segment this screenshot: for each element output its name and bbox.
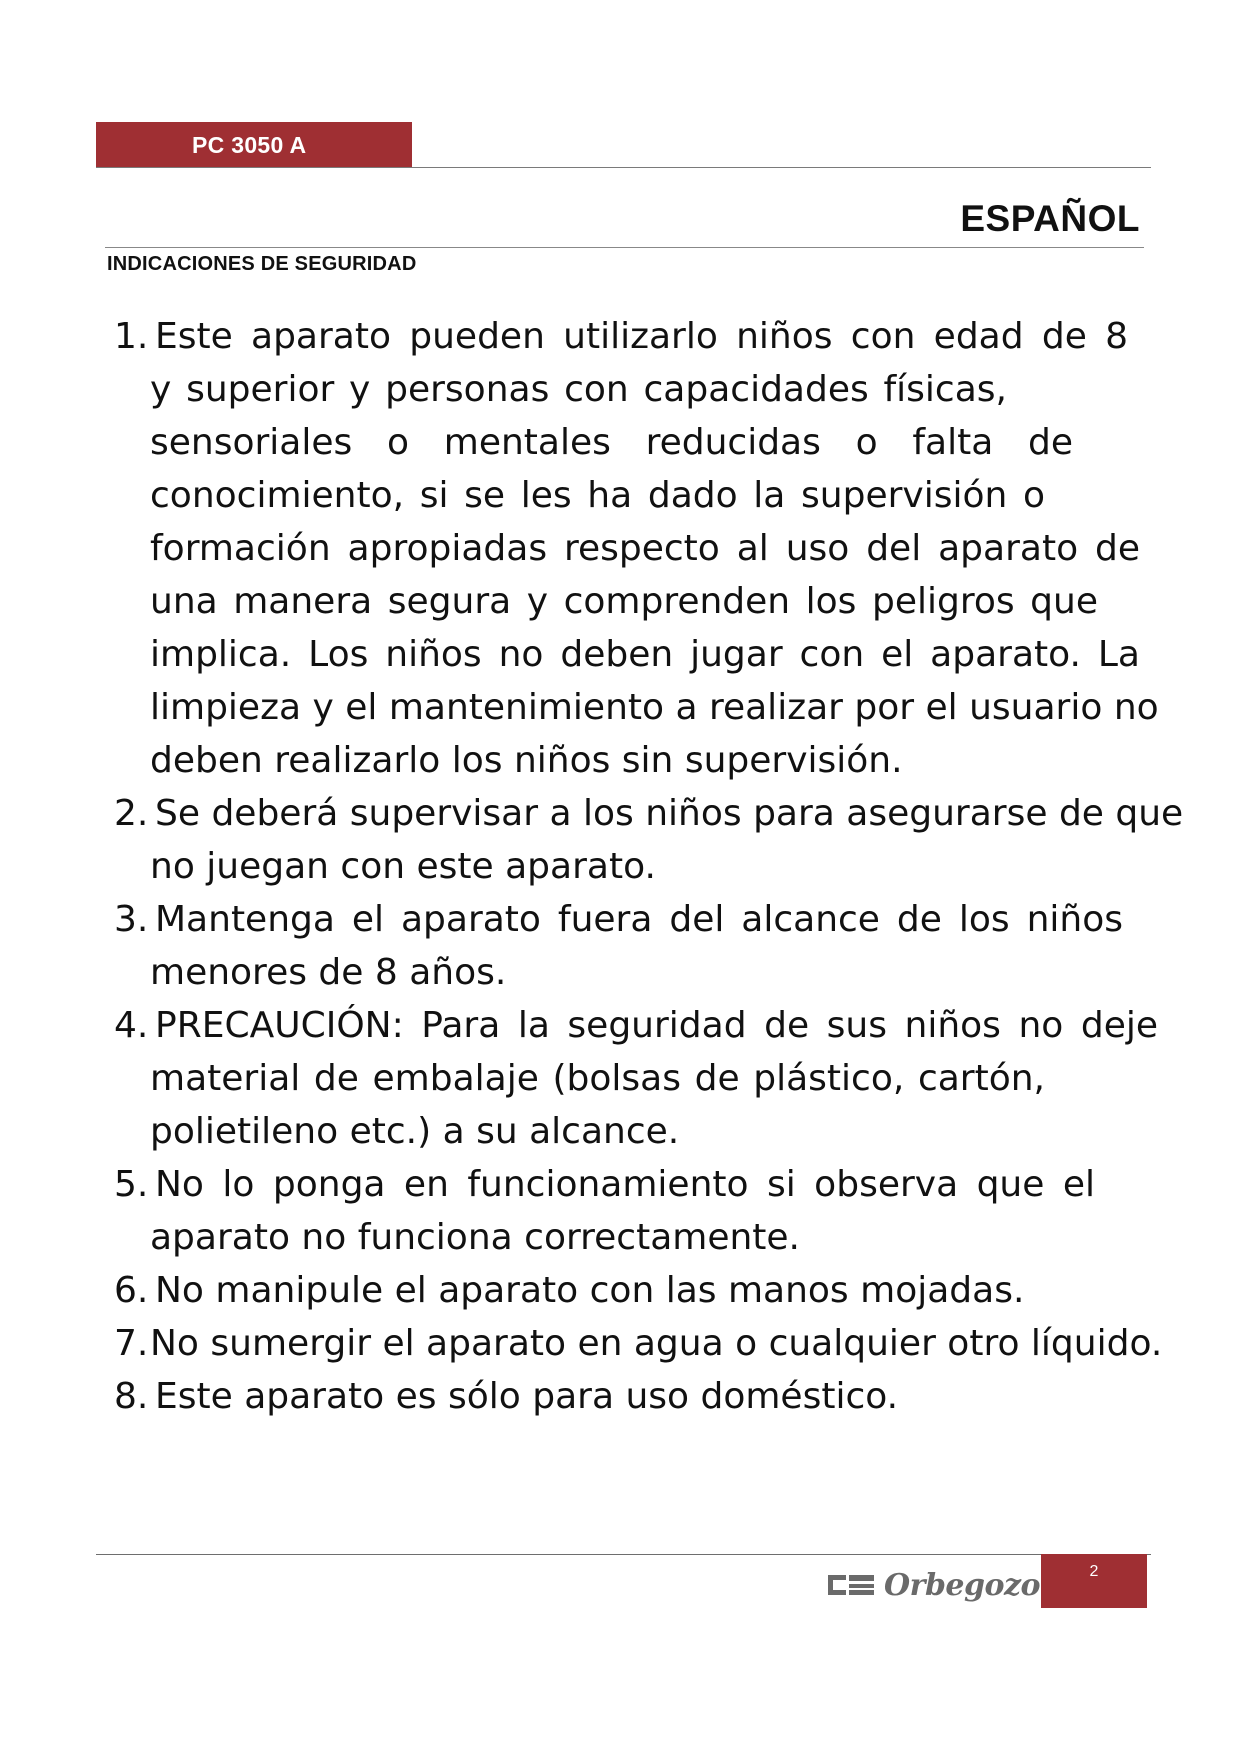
list-item — [0, 1370, 1241, 1423]
item-line: sensoriales o mentales reducidas o falta de — [150, 422, 1073, 463]
section-title: INDICACIONES DE SEGURIDAD — [107, 253, 417, 275]
item-number: 3. — [114, 899, 149, 940]
item-line: PRECAUCIÓN: Para la seguridad de sus niños no deje — [155, 1005, 1158, 1046]
item-number: 1. — [114, 316, 149, 357]
item-line: menores de 8 años. — [150, 952, 507, 993]
section-divider — [105, 247, 1144, 248]
item-line: y superior y personas con capacidades físicas, — [150, 369, 1007, 410]
list-item — [0, 999, 1241, 1158]
item-line: deben realizarlo los niños sin supervisión. — [150, 740, 903, 781]
item-line: No sumergir el aparato en agua o cualquier otro líquido. — [150, 1323, 1163, 1364]
brand-name: Orbegozo — [884, 1567, 1041, 1603]
item-line: material de embalaje (bolsas de plástico, cartón, — [150, 1058, 1045, 1099]
item-line: Este aparato pueden utilizarlo niños con edad de 8 — [155, 316, 1128, 357]
language-title: ESPAÑOL — [960, 198, 1140, 239]
item-number: 2. — [114, 793, 149, 834]
item-number: 5. — [114, 1164, 149, 1205]
item-line: Se deberá supervisar a los niños para asegurarse de que — [155, 793, 1184, 834]
item-line: limpieza y el mantenimiento a realizar por el usuario no — [150, 687, 1159, 728]
item-line: una manera segura y comprenden los peligros que — [150, 581, 1098, 622]
item-line: Este aparato es sólo para uso doméstico. — [155, 1376, 899, 1417]
list-item — [0, 310, 1241, 787]
item-line: Mantenga el aparato fuera del alcance de los niños — [155, 899, 1123, 940]
item-line: implica. Los niños no deben jugar con el aparato. La — [150, 634, 1140, 675]
item-line: no juegan con este aparato. — [150, 846, 656, 887]
safety-instructions-list — [0, 310, 1241, 1423]
item-line: No lo ponga en funcionamiento si observa que el — [155, 1164, 1095, 1205]
list-item — [0, 1264, 1241, 1317]
model-tab — [96, 122, 412, 168]
item-number: 6. — [114, 1270, 149, 1311]
item-line: conocimiento, si se les ha dado la supervisión o — [150, 475, 1045, 516]
page-number: 2 — [1089, 1563, 1099, 1580]
list-item — [0, 893, 1241, 999]
footer-divider — [96, 1554, 1151, 1555]
brand-mark-icon — [828, 1573, 874, 1597]
item-line: formación apropiadas respecto al uso del aparato de — [150, 528, 1140, 569]
list-item — [0, 787, 1241, 893]
list-item — [0, 1317, 1241, 1370]
item-line: aparato no funciona correctamente. — [150, 1217, 801, 1258]
item-number: 8. — [114, 1376, 149, 1417]
item-number: 7. — [114, 1323, 149, 1364]
item-number: 4. — [114, 1005, 149, 1046]
item-line: polietileno etc.) a su alcance. — [150, 1111, 680, 1152]
item-line: No manipule el aparato con las manos mojadas. — [155, 1270, 1025, 1311]
header-divider — [96, 167, 1151, 168]
list-item — [0, 1158, 1241, 1264]
model-label: PC 3050 A — [192, 132, 307, 158]
page-number-box — [1041, 1554, 1147, 1608]
brand-logo — [828, 1562, 1040, 1608]
